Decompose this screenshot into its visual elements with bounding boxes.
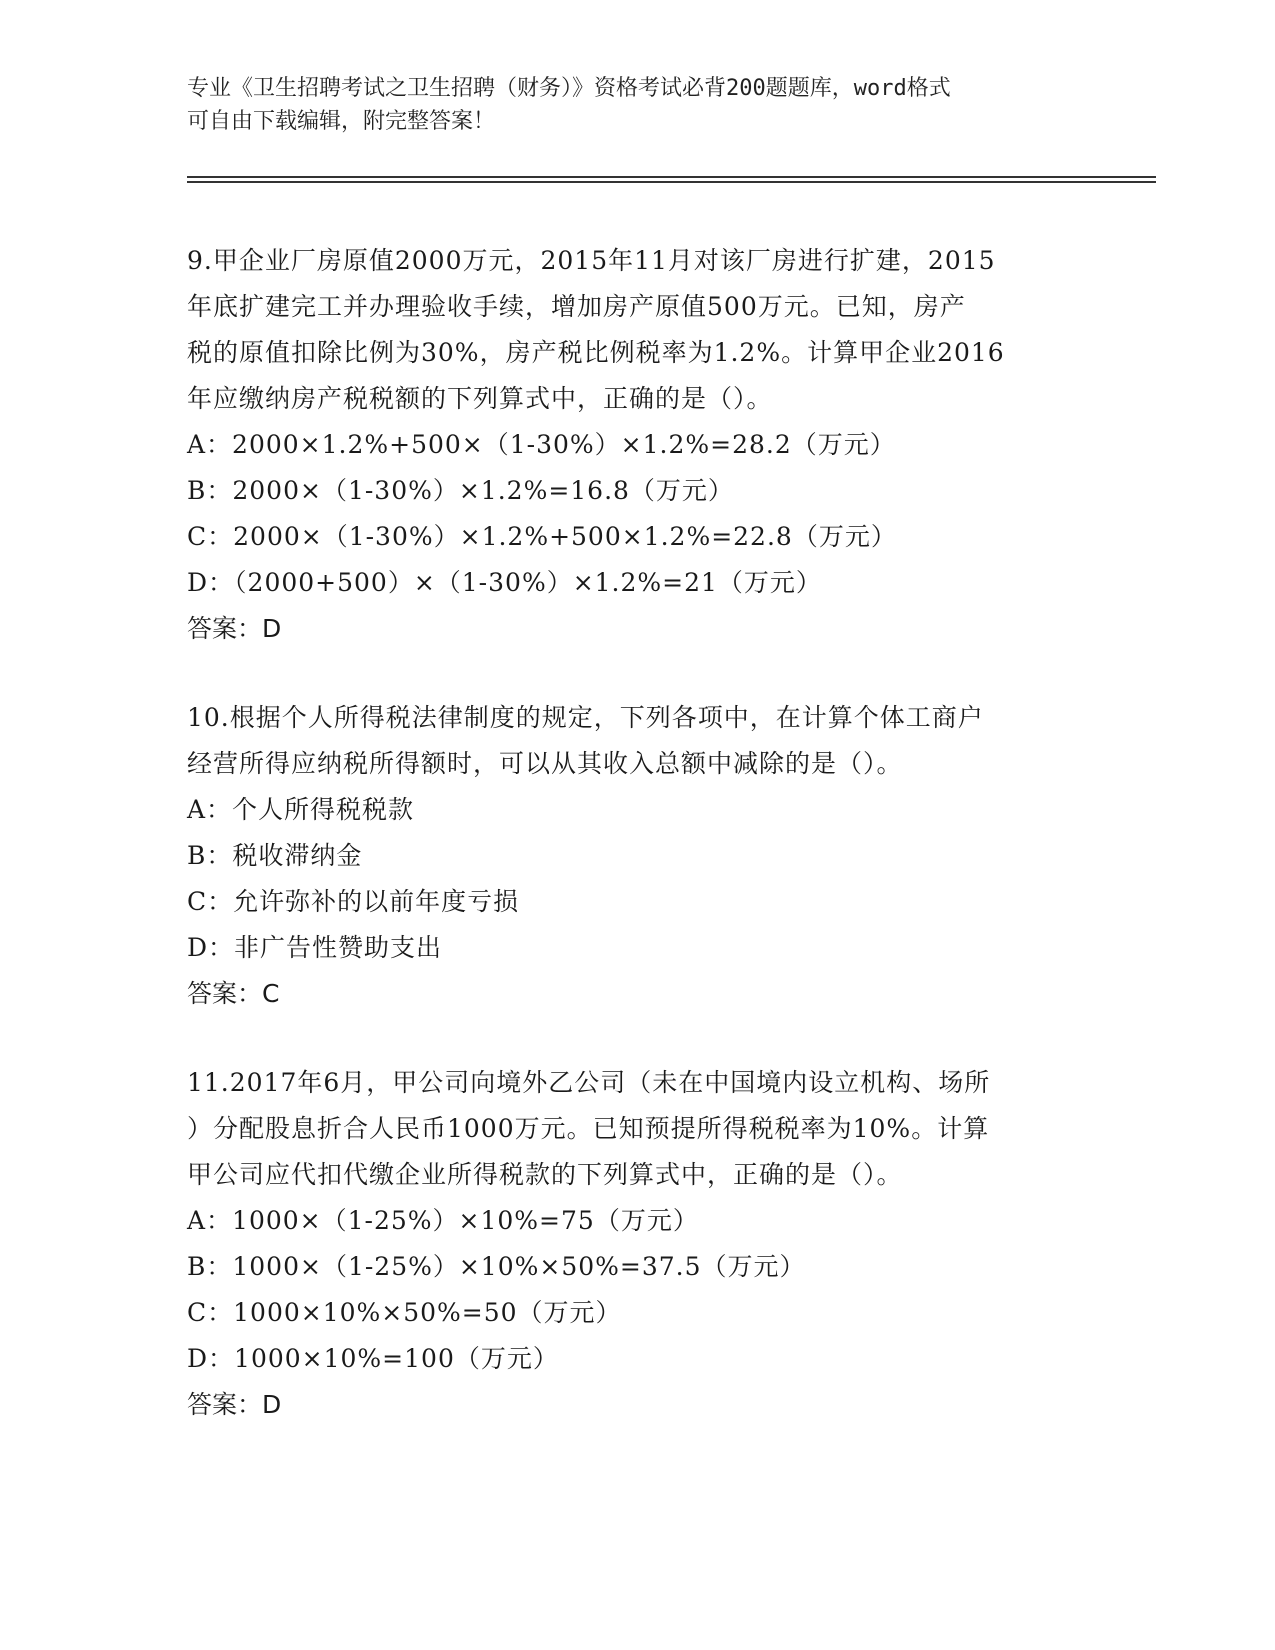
option-d: D：非广告性赞助支出 <box>187 933 443 962</box>
answer-label: 答案：D <box>187 1390 282 1419</box>
question-stem: 11.2017年6月，甲公司向境外乙公司（未在中国境内设立机构、场所 <box>187 1068 991 1097</box>
option-a: A：1000×（1-25%）×10%=75（万元） <box>187 1206 699 1235</box>
question-item <box>187 1060 1107 1428</box>
option-a: A：个人所得税税款 <box>187 795 415 824</box>
question-stem: 10.根据个人所得税法律制度的规定，下列各项中，在计算个体工商户 <box>187 703 984 732</box>
option-d: D：1000×10%=100（万元） <box>187 1344 559 1373</box>
question-list <box>187 238 1107 1428</box>
question-stem: 经营所得应纳税所得额时，可以从其收入总额中减除的是（）。 <box>187 749 903 778</box>
question-stem: 年应缴纳房产税税额的下列算式中，正确的是（）。 <box>187 384 773 413</box>
question-stem: 9.甲企业厂房原值2000万元，2015年11月对该厂房进行扩建，2015 <box>187 246 996 275</box>
option-c: C：1000×10%×50%=50（万元） <box>187 1298 622 1327</box>
option-b: B：1000×（1-25%）×10%×50%=37.5（万元） <box>187 1252 806 1281</box>
option-c: C：允许弥补的以前年度亏损 <box>187 887 520 916</box>
option-a: A：2000×1.2%+500×（1-30%）×1.2%=28.2（万元） <box>187 430 896 459</box>
document-header <box>187 72 1087 138</box>
option-c: C：2000×（1-30%）×1.2%+500×1.2%=22.8（万元） <box>187 522 897 551</box>
question-item <box>187 695 1107 1017</box>
spacer <box>187 1017 1107 1060</box>
header-divider <box>187 176 1156 178</box>
question-stem: 甲公司应代扣代缴企业所得税款的下列算式中，正确的是（）。 <box>187 1160 903 1189</box>
question-item <box>187 238 1107 652</box>
header-line: 可自由下载编辑，附完整答案！ <box>187 109 496 134</box>
answer-label: 答案：C <box>187 979 280 1008</box>
question-stem: ）分配股息折合人民币1000万元。已知预提所得税税率为10%。计算 <box>187 1114 990 1143</box>
option-d: D：（2000+500）×（1-30%）×1.2%=21（万元） <box>187 568 822 597</box>
header-line: 专业《卫生招聘考试之卫生招聘（财务）》资格考试必背200题题库，word格式 <box>187 76 951 101</box>
spacer <box>187 652 1107 695</box>
option-b: B：2000×（1-30%）×1.2%=16.8（万元） <box>187 476 734 505</box>
question-stem: 税的原值扣除比例为30%，房产税比例税率为1.2%。计算甲企业2016 <box>187 338 1005 367</box>
header-divider <box>187 181 1156 183</box>
question-stem: 年底扩建完工并办理验收手续，增加房产原值500万元。已知，房产 <box>187 292 966 321</box>
option-b: B：税收滞纳金 <box>187 841 363 870</box>
answer-label: 答案：D <box>187 614 282 643</box>
